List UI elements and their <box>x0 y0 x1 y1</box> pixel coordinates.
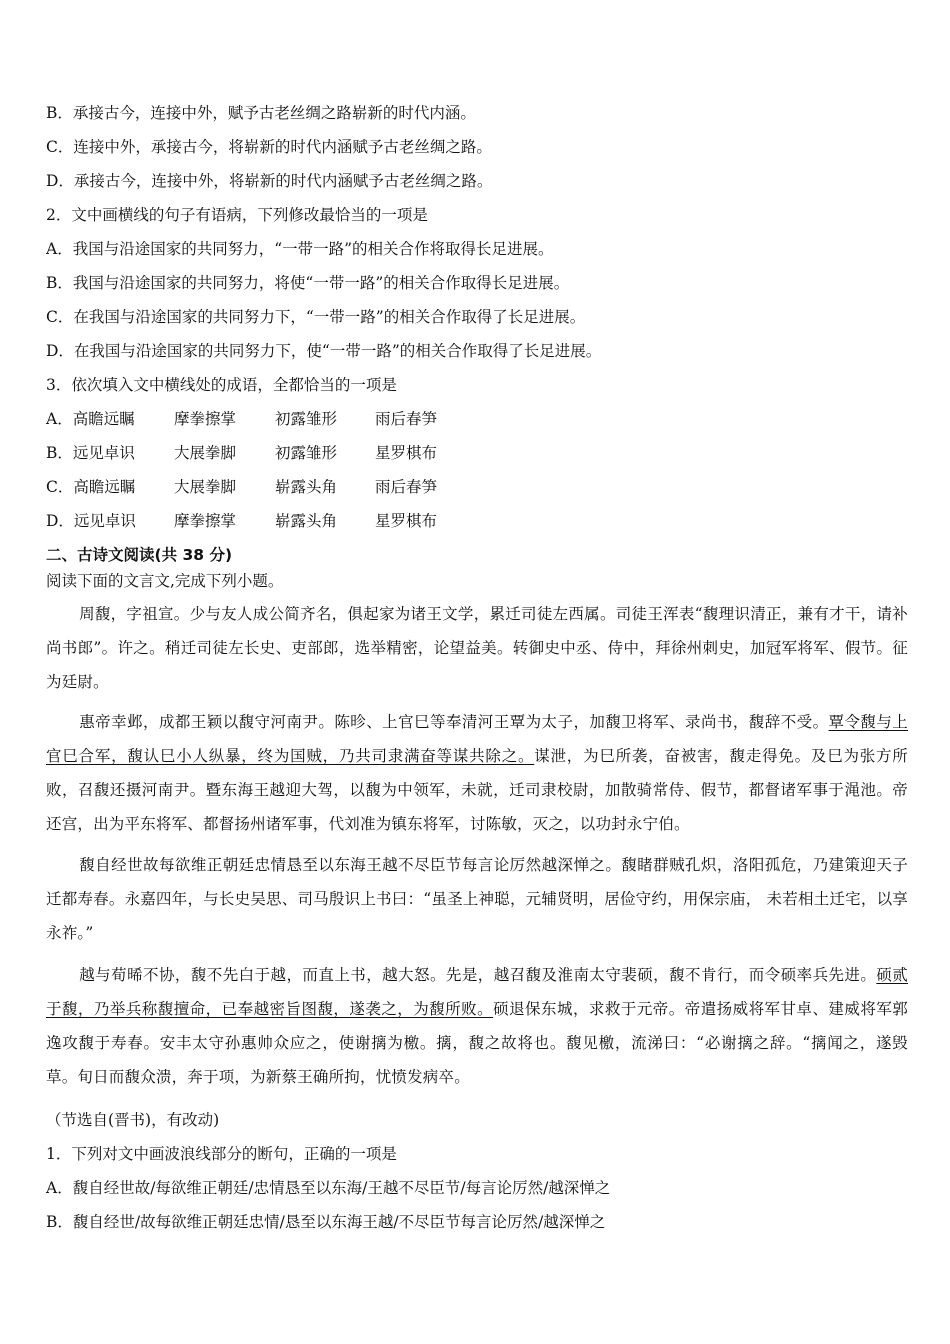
passage-paragraph-2 <box>46 705 908 841</box>
q3-option-a <box>46 409 437 429</box>
q3-c-word-4: 雨后春笋 <box>375 478 438 496</box>
q3-a-word-2: 摩拳擦掌 <box>174 410 237 428</box>
passage-paragraph-4 <box>46 958 908 1094</box>
q1b-stem: 1．下列对文中画波浪线部分的断句，正确的一项是 <box>46 1145 397 1163</box>
q2-option-c: C．在我国与沿途国家的共同努力下，“一带一路”的相关合作取得了长足进展。 <box>46 308 586 326</box>
q1-option-d: D．承接古今，连接中外，将崭新的时代内涵赋予古老丝绸之路。 <box>46 172 493 190</box>
q2-option-a: A．我国与沿途国家的共同努力，“一带一路”的相关合作将取得长足进展。 <box>46 240 554 258</box>
q3-c-word-3: 崭露头角 <box>275 478 338 496</box>
q1-option-c: C．连接中外，承接古今，将崭新的时代内涵赋予古老丝绸之路。 <box>46 138 492 156</box>
q3-a-word-1: A．高瞻远瞩 <box>46 410 135 428</box>
passage-p3-text: 馥自经世故每欲维正朝廷忠情恳至以东海王越不尽臣节每言论厉然越深惮之。馥睹群贼孔炽，洛阳孤危，乃建策迎天子迁都寿春。永嘉四年，与长史吴思、司马殷识上书曰：“虽圣上神聪，元辅贤明，居俭守约，用保宗庙， 未若相土迁宅，以享永祚。” <box>46 856 908 942</box>
q3-d-word-3: 崭露头角 <box>275 512 338 530</box>
q3-d-word-4: 星罗棋布 <box>375 512 438 530</box>
q2-option-d: D．在我国与沿途国家的共同努力下，使“一带一路”的相关合作取得了长足进展。 <box>46 342 602 360</box>
passage-p1-text: 周馥，字祖宣。少与友人成公简齐名，俱起家为诸王文学，累迁司徒左西属。司徒王浑表“馥理识清正，兼有才干，请补尚书郎”。许之。稍迁司徒左长史、吏部郎，选举精密，论望益美。转御史中丞、侍中，拜徐州刺史，加冠军将军、假节。征为廷尉。 <box>46 605 908 691</box>
passage-p2-text-b: 谋泄，为巳所袭，奋被害，馥走得免。及巳为张方所败，召馥还摄河南尹。暨东海王越迎大驾，以馥为中领军，未就，迁司隶校尉，加散骑常侍、假节，都督诸军事于渑池。帝还宫，出为平东将军、都督扬州诸军事，代刘准为镇东将军，讨陈敏，灭之，以功封永宁伯。 <box>46 747 908 833</box>
q1b-option-b: B．馥自经世/故每欲维正朝廷忠情/恳至以东海王越/不尽臣节每言论厉然/越深惮之 <box>46 1213 606 1231</box>
passage-p4-underlined: 硕贰于馥，乃举兵称馥擅命，已奉越密旨图馥，遂袭之，为馥所败。 <box>46 966 908 1018</box>
passage-p2-text-a: 惠帝幸邺，成都王颖以馥守河南尹。陈昣、上官巳等奉清河王覃为太子，加馥卫将军、录尚书，馥辞不受。 <box>79 713 829 731</box>
q2-option-b: B．我国与沿途国家的共同努力，将使“一带一路”的相关合作取得长足进展。 <box>46 274 570 292</box>
q3-a-word-4: 雨后春笋 <box>375 410 438 428</box>
section-2-instruction: 阅读下面的文言文,完成下列小题。 <box>46 572 284 590</box>
q2-stem: 2．文中画横线的句子有语病，下列修改最恰当的一项是 <box>46 206 428 224</box>
q1-option-b: B．承接古今，连接中外，赋予古老丝绸之路崭新的时代内涵。 <box>46 104 476 122</box>
q1b-option-a: A．馥自经世故/每欲维正朝廷/忠情恳至以东海/王越不尽臣节/每言论厉然/越深惮之 <box>46 1179 611 1197</box>
section-2-title: 二、古诗文阅读(共 38 分) <box>46 546 233 564</box>
q3-a-word-3: 初露雏形 <box>275 410 338 428</box>
passage-p4-text-b: 硕退保东城，求救于元帝。帝遣扬威将军甘卓、建威将军郭逸攻馥于寿春。安丰太守孙惠帅众应之，使谢摛为檄。摛，馥之故将也。馥见檄，流涕曰：“必谢摛之辞。“摛闻之，遂毁草。旬日而馥众溃，奔于项，为新蔡王确所拘，忧愤发病卒。 <box>46 1000 909 1086</box>
q3-option-b <box>46 443 437 463</box>
q3-c-word-2: 大展拳脚 <box>174 478 237 496</box>
passage-p4-text-a: 越与荀晞不协，馥不先白于越，而直上书，越大怒。先是，越召馥及淮南太守裴硕，馥不肯行，而令硕率兵先进。 <box>79 966 877 984</box>
passage-p2-underlined: 覃令馥与上官巳合军，馥认巳小人纵暴，终为国贼，乃共司隶满奋等谋共除之。 <box>46 713 908 765</box>
q3-d-word-1: D．远见卓识 <box>46 512 136 530</box>
q3-b-word-2: 大展拳脚 <box>174 444 237 462</box>
q3-option-c <box>46 477 437 497</box>
q3-b-word-3: 初露雏形 <box>275 444 338 462</box>
q3-b-word-1: B．远见卓识 <box>46 444 135 462</box>
passage-paragraph-1 <box>46 597 908 699</box>
passage-source: （节选自(晋书)，有改动) <box>46 1111 220 1129</box>
q3-d-word-2: 摩拳擦掌 <box>174 512 237 530</box>
q3-stem: 3．依次填入文中横线处的成语，全都恰当的一项是 <box>46 376 397 394</box>
passage-paragraph-3 <box>46 848 908 950</box>
q3-c-word-1: C．高瞻远瞩 <box>46 478 136 496</box>
q3-b-word-4: 星罗棋布 <box>375 444 438 462</box>
q3-option-d <box>46 511 437 531</box>
